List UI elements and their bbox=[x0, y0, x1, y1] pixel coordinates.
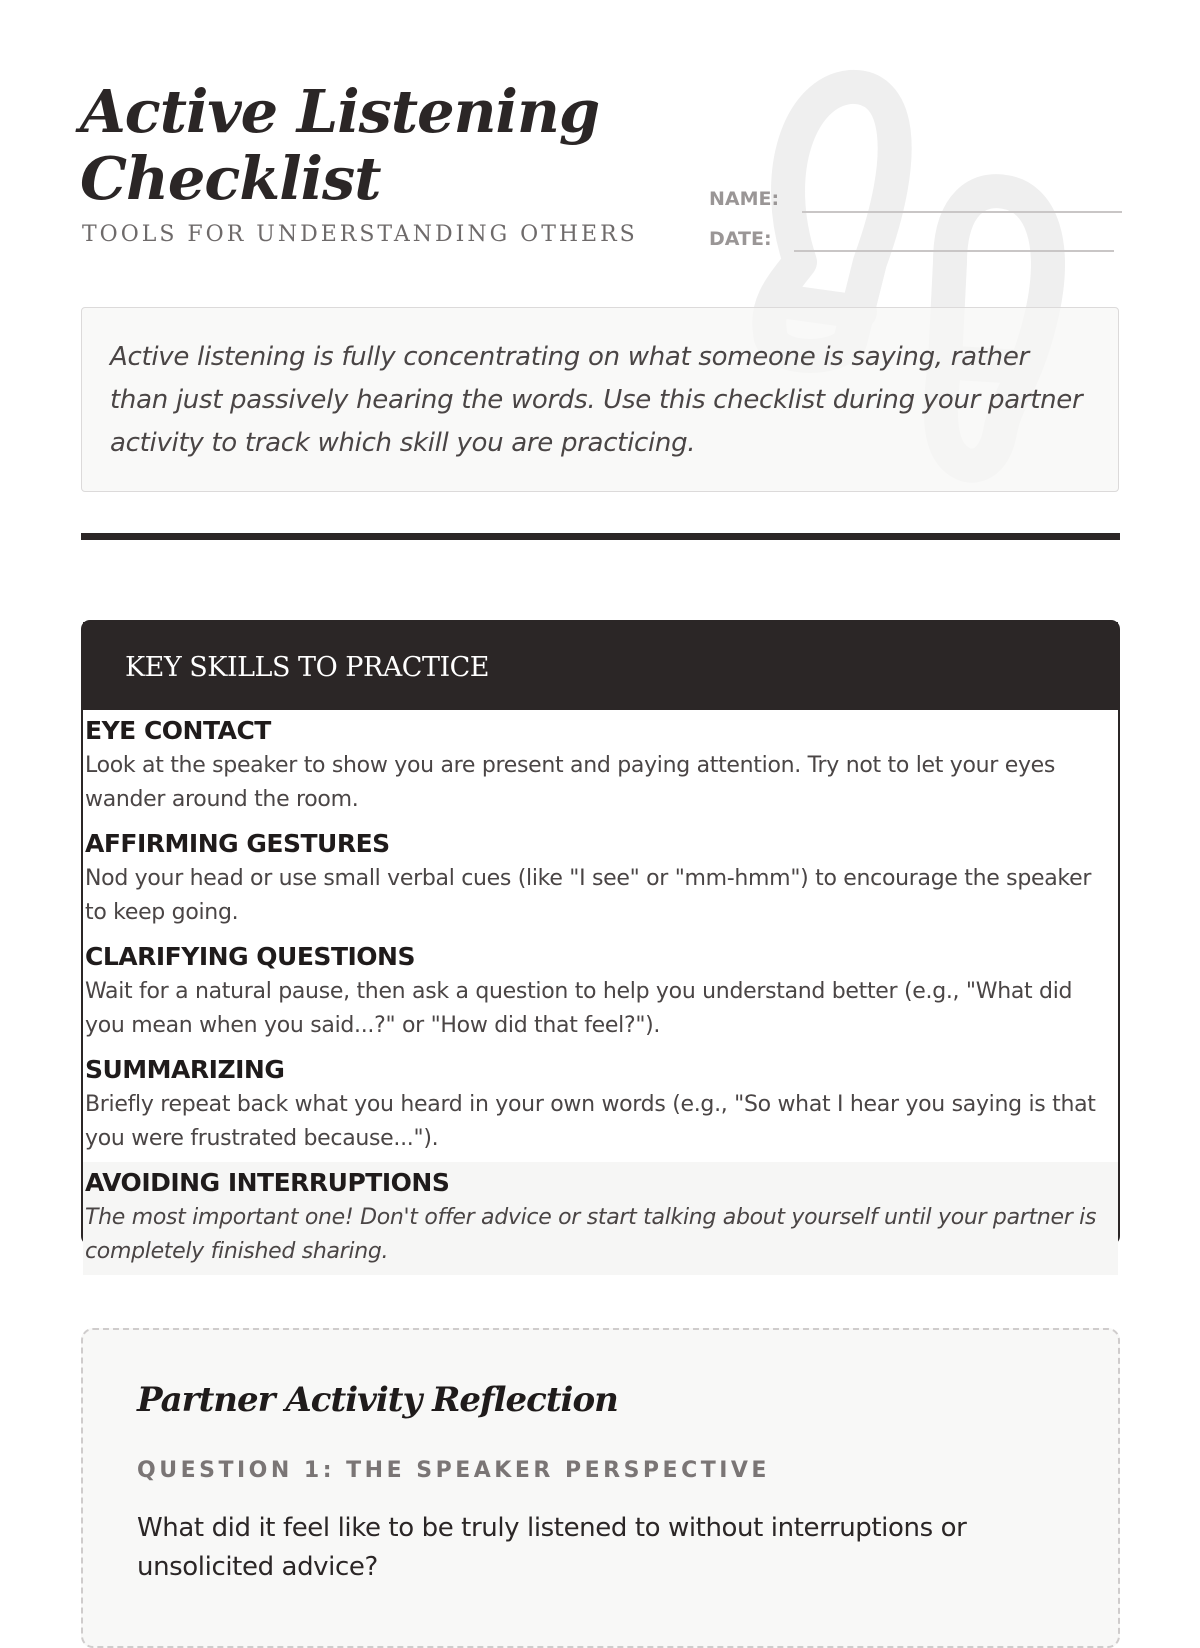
skill-item bbox=[83, 823, 1118, 936]
page-title bbox=[80, 78, 640, 212]
skill-title: EYE CONTACT bbox=[85, 716, 271, 745]
skill-description: Nod your head or use small verbal cues (like "I see" or "mm-hmm") to encourage the speaker to keep going. bbox=[85, 866, 1092, 925]
skill-description: Briefly repeat back what you heard in your own words (e.g., "So what I hear you saying is that you were frustrated because..."). bbox=[85, 1092, 1096, 1151]
intro-text: Active listening is fully concentrating on what someone is saying, rather than just passively hearing the words. Use this checklist during your partner activity to track which skill you are practicing. bbox=[110, 342, 1083, 458]
question-1-text: What did it feel like to be truly listened to without interruptions or unsolicited advice? bbox=[137, 1513, 967, 1582]
skill-item bbox=[83, 710, 1118, 823]
intro-box bbox=[81, 307, 1119, 492]
section-divider bbox=[81, 533, 1120, 540]
skill-title: SUMMARIZING bbox=[85, 1055, 285, 1084]
name-field[interactable] bbox=[802, 211, 1122, 213]
skill-item bbox=[83, 1049, 1118, 1162]
question-1-label: QUESTION 1: THE SPEAKER PERSPECTIVE bbox=[137, 1458, 770, 1483]
reflection-title: Partner Activity Reflection bbox=[137, 1380, 618, 1420]
title-line-2: Checklist bbox=[80, 144, 381, 213]
skill-description: The most important one! Don't offer advice or start talking about yourself until your partner is completely finished sharing. bbox=[85, 1205, 1097, 1264]
name-label: NAME: bbox=[709, 188, 780, 210]
title-line-1: Active Listening bbox=[80, 77, 600, 146]
date-label: DATE: bbox=[709, 228, 772, 250]
date-field[interactable] bbox=[794, 250, 1114, 252]
skill-title: AVOIDING INTERRUPTIONS bbox=[85, 1168, 450, 1197]
page-subtitle: TOOLS FOR UNDERSTANDING OTHERS bbox=[82, 222, 638, 247]
skill-item bbox=[83, 936, 1118, 1049]
reflection-section bbox=[81, 1328, 1120, 1648]
key-skills-heading: KEY SKILLS TO PRACTICE bbox=[83, 622, 1118, 710]
skill-title: CLARIFYING QUESTIONS bbox=[85, 942, 415, 971]
skill-description: Look at the speaker to show you are present and paying attention. Try not to let your eyes wander around the room. bbox=[85, 753, 1056, 812]
key-skills-panel bbox=[81, 620, 1120, 1264]
skill-item-highlighted bbox=[83, 1162, 1118, 1275]
skill-title: AFFIRMING GESTURES bbox=[85, 829, 390, 858]
skill-description: Wait for a natural pause, then ask a question to help you understand better (e.g., "What did you mean when you said...?" or "How did that feel?"). bbox=[85, 979, 1073, 1038]
